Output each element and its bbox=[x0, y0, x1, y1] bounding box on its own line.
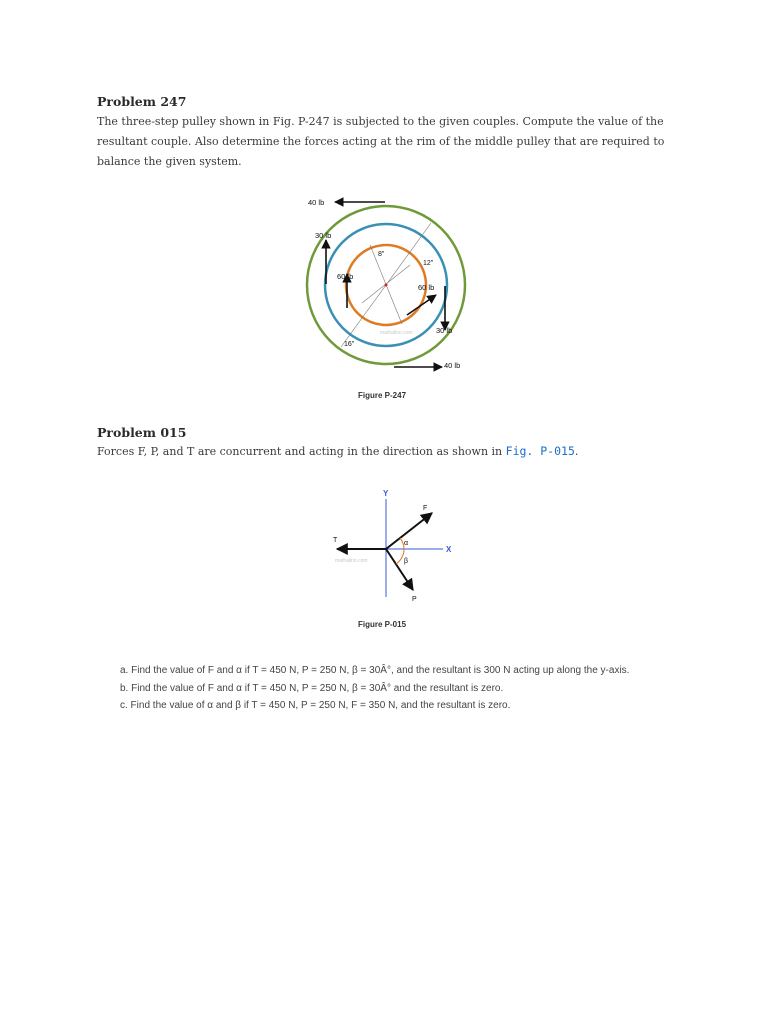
label-t: T bbox=[333, 537, 338, 544]
problem-015-text-after: . bbox=[574, 445, 579, 458]
label-12-inch: 12" bbox=[423, 260, 434, 267]
label-40lb-bottom: 40 lb bbox=[444, 361, 461, 370]
arrow-60lb-right bbox=[407, 295, 436, 315]
label-40lb-top: 40 lb bbox=[308, 198, 325, 207]
figure-p-015 bbox=[325, 485, 465, 610]
label-30lb-right: 30 lb bbox=[436, 326, 453, 335]
beta-arc bbox=[396, 549, 404, 564]
problem-247-heading: Problem 247 bbox=[97, 94, 187, 109]
question-b: b. Find the value of F and α if T = 450 N, P = 250 N, β = 30Â° and the resultant is zero. bbox=[120, 682, 504, 694]
problem-015-text-before: Forces F, P, and T are concurrent and acting in the direction as shown in bbox=[97, 445, 506, 458]
problem-247-text: The three-step pulley shown in Fig. P-247 is subjected to the given couples. Compute the value of the resultant couple. Also determine the forces acting at the rim of the middle pulley that are required to balance the given system. bbox=[97, 115, 665, 168]
figure-p-015-caption: Figure P-015 bbox=[358, 620, 407, 629]
pulley-center bbox=[385, 284, 388, 287]
question-c: c. Find the value of α and β if T = 450 N, P = 250 N, F = 350 N, and the resultant is zero. bbox=[120, 700, 511, 711]
label-60lb-left: 60 lb bbox=[337, 272, 354, 281]
label-y: Y bbox=[383, 489, 389, 498]
label-16-inch: 16" bbox=[344, 341, 355, 348]
force-p bbox=[386, 549, 413, 590]
figure-p-015-link[interactable]: Fig. P-015 bbox=[505, 444, 575, 458]
watermark: mathalino.com bbox=[380, 330, 413, 336]
label-x: X bbox=[446, 545, 452, 554]
figure-p-247 bbox=[290, 190, 490, 380]
figure-p-247-caption: Figure P-247 bbox=[358, 391, 407, 400]
problem-015-text bbox=[97, 441, 697, 462]
label-30lb-left: 30 lb bbox=[315, 231, 332, 240]
label-f: F bbox=[423, 505, 428, 512]
label-p: P bbox=[412, 596, 417, 603]
force-f bbox=[386, 513, 432, 549]
label-alpha: α bbox=[404, 540, 409, 547]
problem-015-heading: Problem 015 bbox=[97, 425, 187, 440]
watermark: mathalino.com bbox=[335, 558, 368, 564]
label-8-inch: 8" bbox=[378, 251, 385, 258]
question-list bbox=[120, 662, 680, 715]
label-beta: β bbox=[404, 558, 409, 565]
label-60lb-right: 60 lb bbox=[418, 283, 435, 292]
question-a: a. Find the value of F and α if T = 450 N, P = 250 N, β = 30Â°, and the resultant is 300 N acting up along the y-axis. bbox=[120, 665, 630, 676]
